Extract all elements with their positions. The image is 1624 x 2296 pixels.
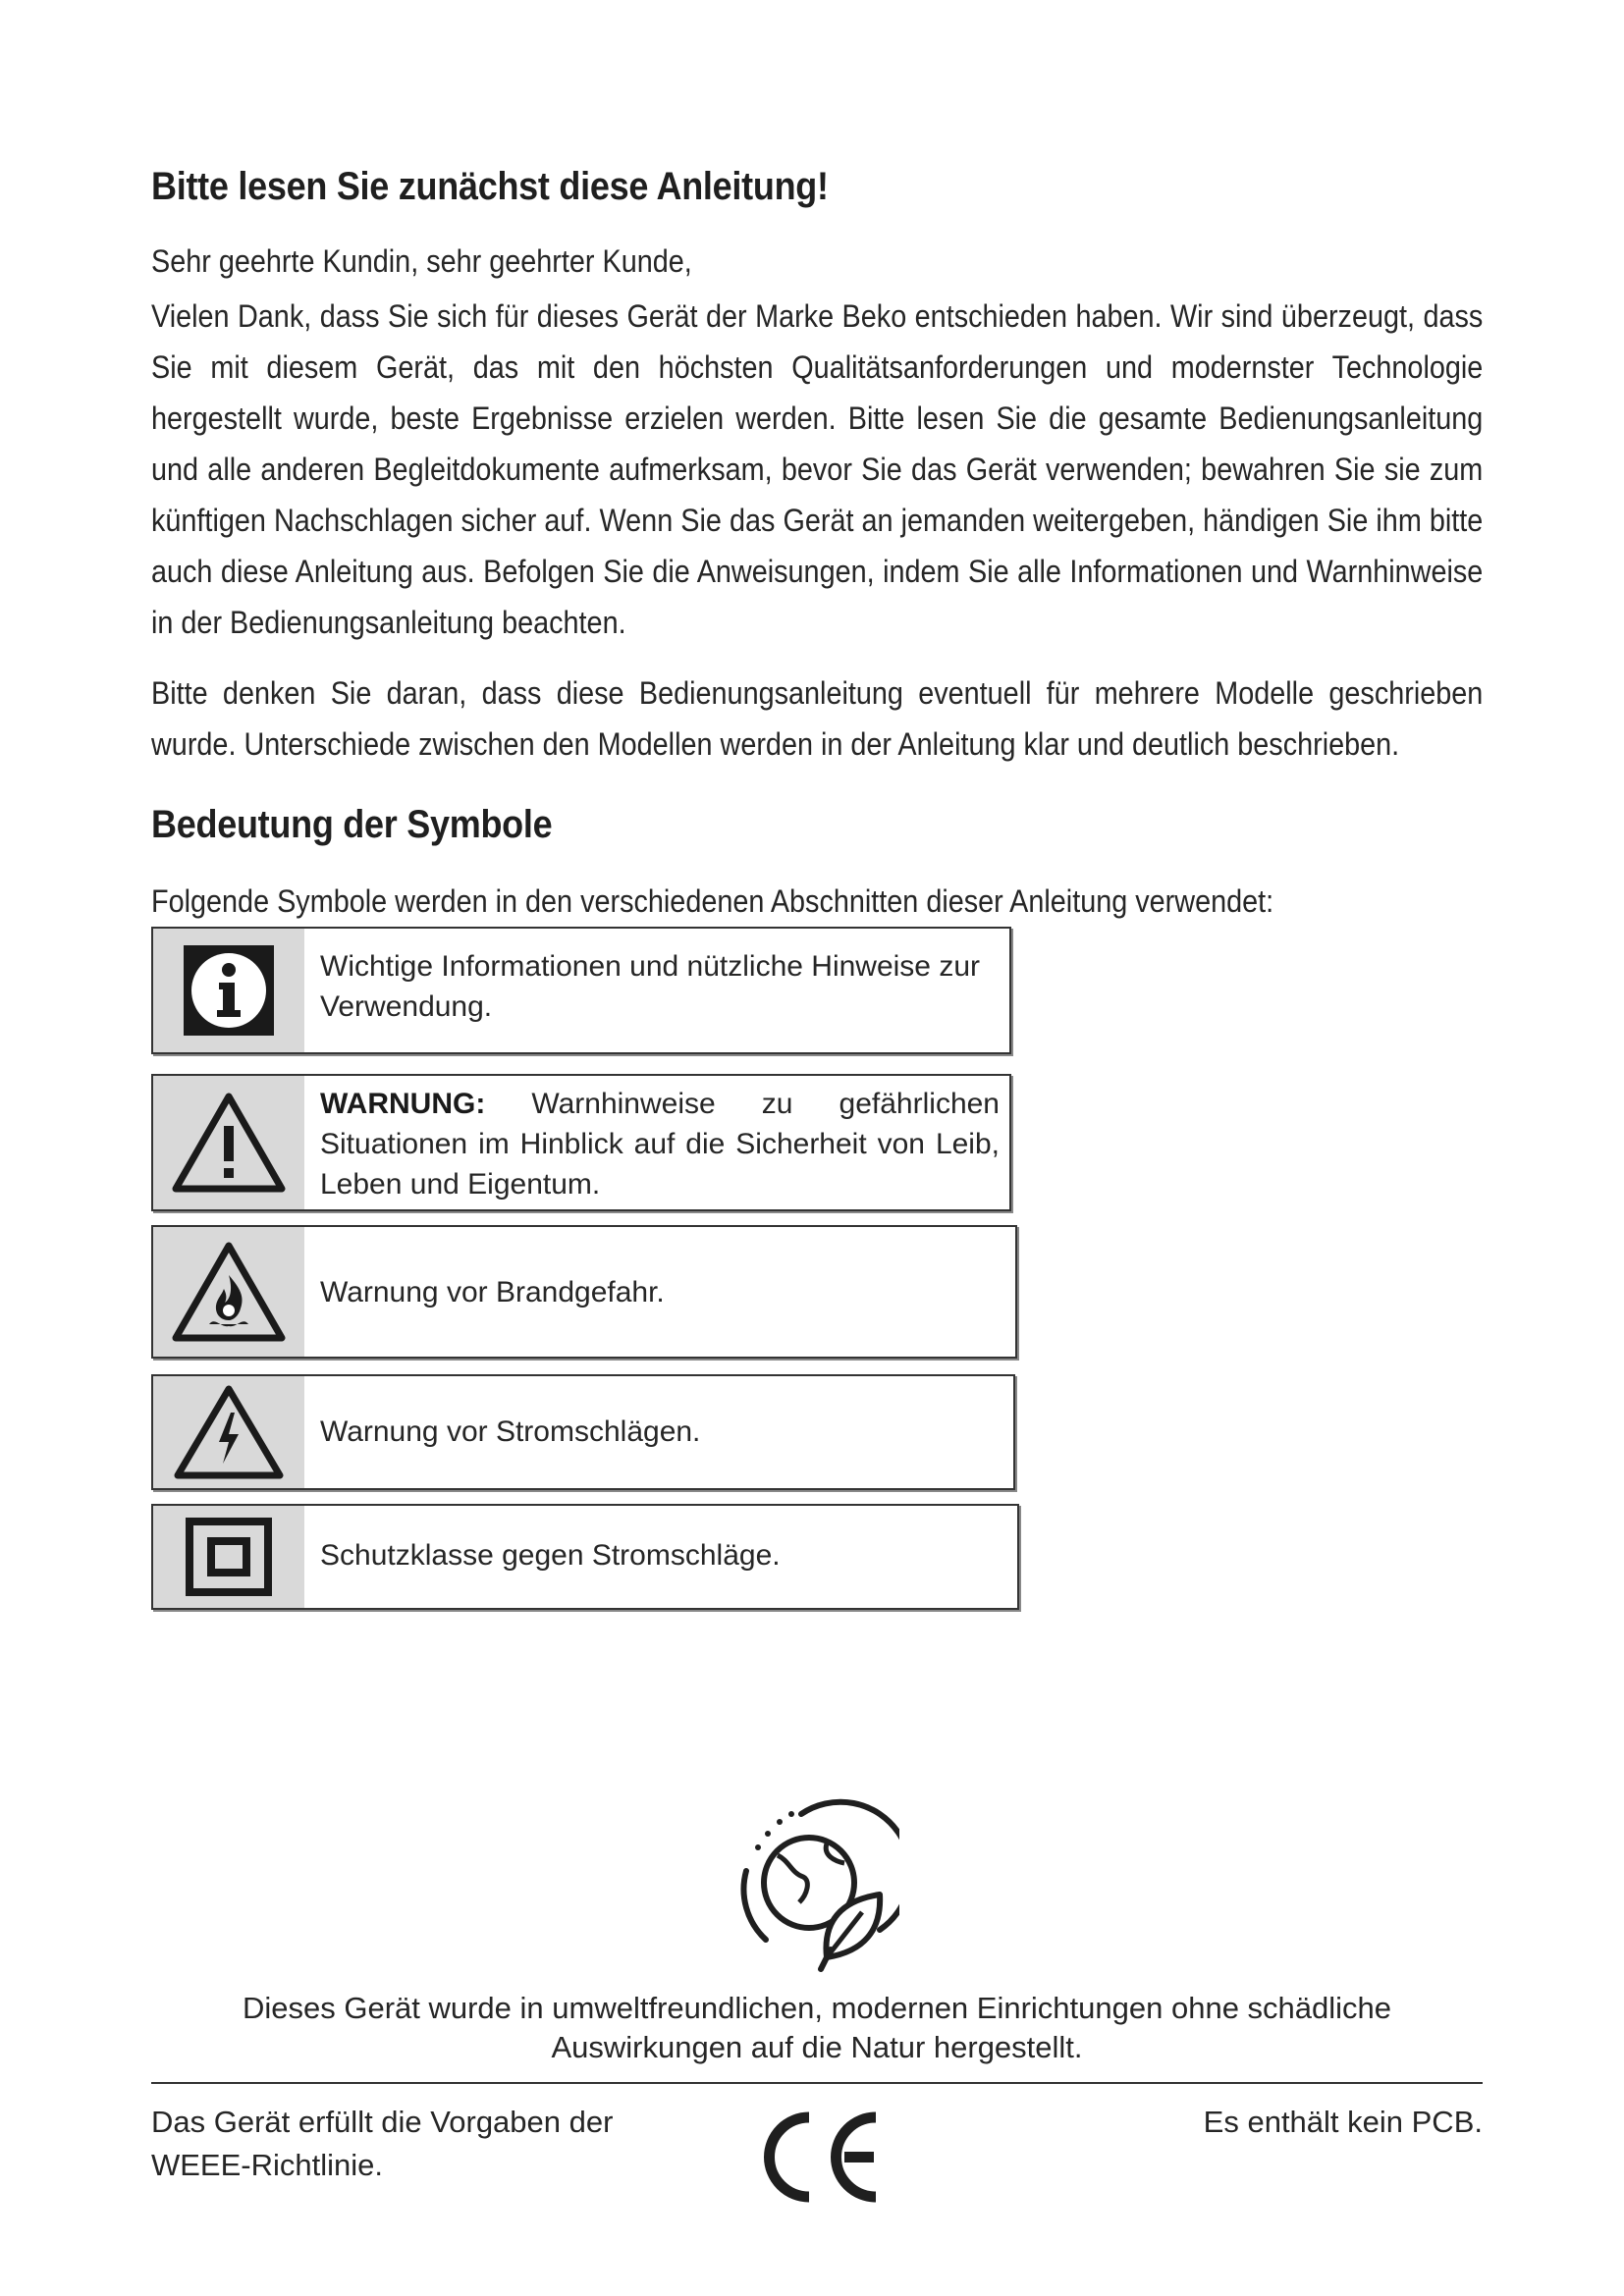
models-paragraph: Bitte denken Sie daran, dass diese Bedienungsanleitung eventuell für mehrere Modelle geschrieben wurde. Unterschiede zwischen den Modellen werden in der Anleitung klar und deutlich beschrieben.	[151, 675, 1484, 762]
weee-statement: Das Gerät erfüllt die Vorgaben der WEEE-Richtlinie.	[151, 2105, 614, 2182]
symbol-text: Warnung vor Stromschlägen.	[320, 1415, 701, 1448]
symbol-row-warning	[151, 1074, 1011, 1211]
info-icon	[182, 943, 276, 1038]
symbol-row-protection	[151, 1504, 1019, 1610]
environment-statement: Dieses Gerät wurde in umweltfreundlichen, modernen Einrichtungen ohne schädliche Auswirkungen auf die Natur hergestellt.	[242, 1991, 1392, 2064]
greeting: Sehr geehrte Kundin, sehr geehrter Kunde,	[151, 243, 692, 279]
intro-paragraph: Vielen Dank, dass Sie sich für dieses Gerät der Marke Beko entschieden haben. Wir sind überzeugt, dass Sie mit diesem Gerät, das mit den höchsten Qualitätsanforderungen und modernster Technologie hergestellt wurde, beste Ergebnisse erzielen werden. Bitte lesen Sie die gesamte Bedienungsanleitung und alle anderen Begleitdokumente aufmerksam, bevor Sie das Gerät verwenden; bewahren Sie sie zum künftigen Nachschlagen sicher auf. Wenn Sie das Gerät an jemanden weitergeben, händigen Sie ihm bitte auch diese Anleitung aus. Befolgen Sie die Anweisungen, indem Sie alle Informationen und Warnhinweise in der Bedienungsanleitung beachten.	[151, 298, 1484, 640]
main-heading: Bitte lesen Sie zunächst diese Anleitung!	[151, 165, 829, 208]
symbol-text: Schutzklasse gegen Stromschläge.	[320, 1539, 781, 1572]
symbol-text: Warnung vor Brandgefahr.	[320, 1276, 665, 1308]
protection-class-icon	[186, 1518, 272, 1596]
pcb-statement: Es enthält kein PCB.	[1203, 2105, 1483, 2139]
divider	[151, 2082, 1483, 2084]
symbol-text: Warnhinweise zu gefährlichen Situationen im Hinblick auf die Sicherheit von Leib, Leben und Eigentum.	[320, 1088, 1000, 1201]
fire-warning-icon	[170, 1240, 288, 1344]
symbol-row-electric	[151, 1374, 1015, 1490]
warning-label: WARNUNG:	[320, 1088, 486, 1120]
symbol-row-info	[151, 927, 1011, 1054]
warning-triangle-icon	[170, 1091, 288, 1195]
electric-shock-icon	[170, 1383, 288, 1481]
symbols-intro: Folgende Symbole werden in den verschiedenen Abschnitten dieser Anleitung verwendet:	[151, 883, 1274, 919]
ce-mark-icon	[750, 2106, 890, 2209]
symbol-text: Wichtige Informationen und nützliche Hinweise zur Verwendung.	[320, 950, 980, 1023]
eco-globe-leaf-icon	[732, 1792, 899, 1979]
symbols-heading: Bedeutung der Symbole	[151, 803, 553, 846]
symbol-row-fire	[151, 1225, 1017, 1359]
